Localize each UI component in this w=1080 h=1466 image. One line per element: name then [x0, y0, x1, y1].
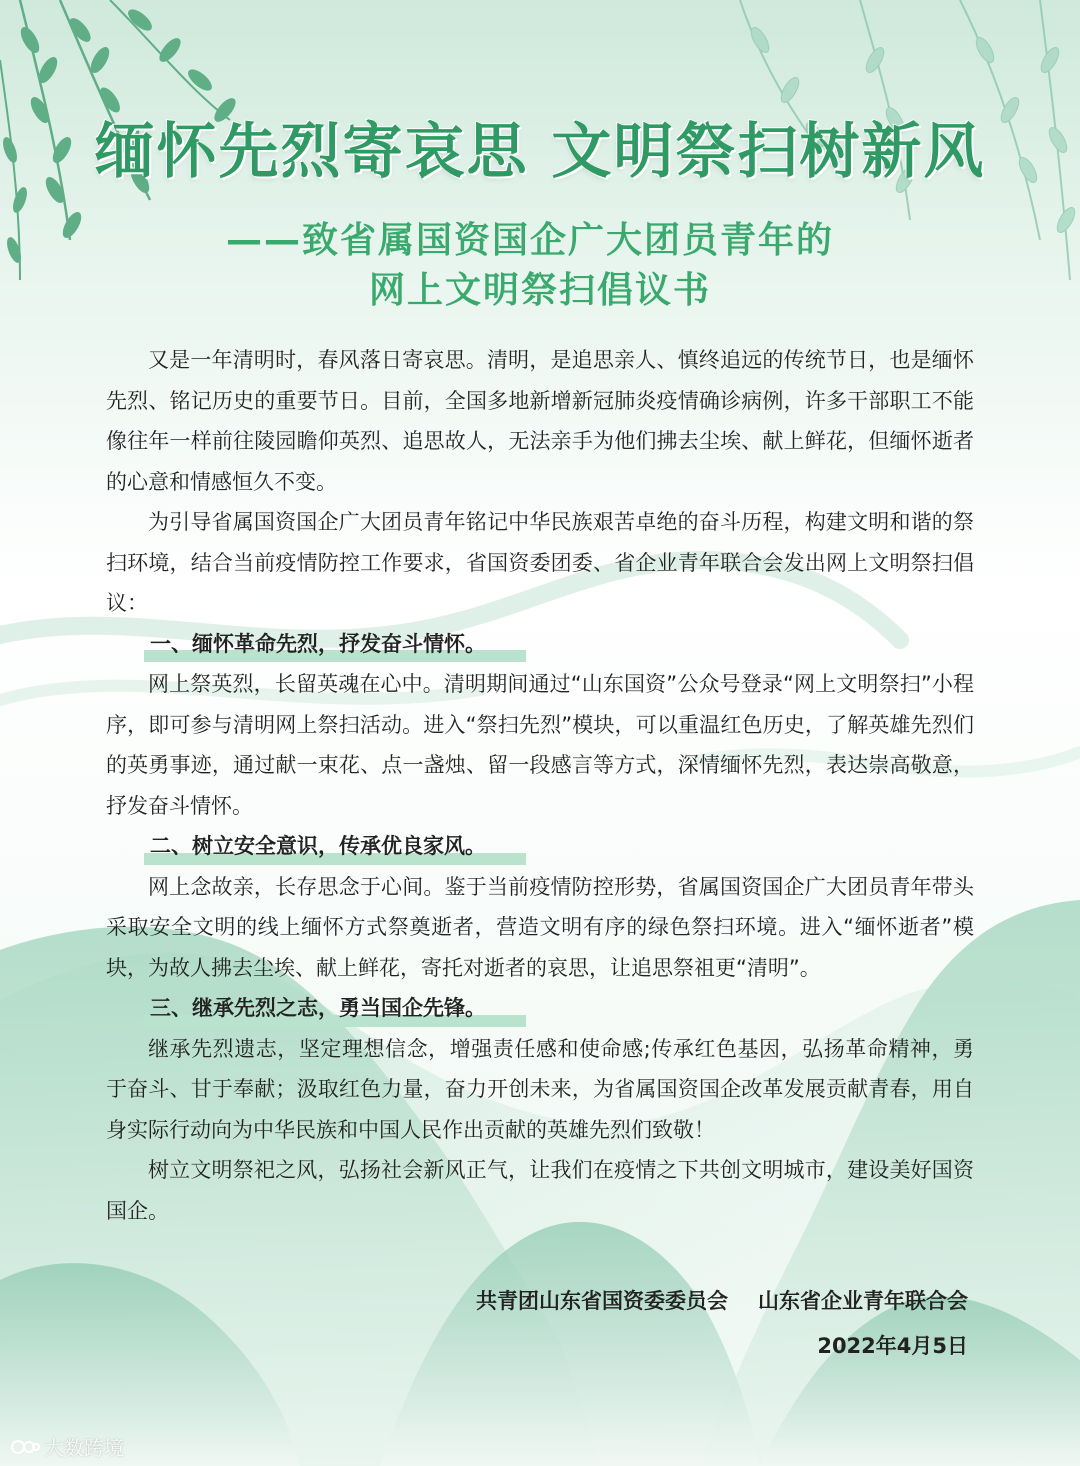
section-heading-3: [106, 988, 974, 1029]
watermark: [10, 1432, 124, 1461]
signature-org-1: 共青团山东省国资委委员会: [476, 1289, 728, 1313]
section-heading-2: [106, 826, 974, 867]
signature-orgs: [476, 1285, 968, 1315]
section-heading-2-text: 二、树立安全意识，传承优良家风。: [148, 826, 490, 867]
subtitle-line-1: ——致省属国资国企广大团员青年的: [225, 220, 834, 261]
paragraph-section-3: 继承先烈遗志，坚定理想信念，增强责任感和使命感;传承红色基因，弘扬革命精神，勇于奋斗、甘于奉献；汲取红色力量，奋力开创未来，为省属国资国企改革发展贡献青春，用自身实际行动向为中华民族和中国人民作出贡献的英雄先烈们致敬！: [106, 1036, 974, 1142]
section-heading-3-text: 三、继承先烈之志，勇当国企先锋。: [148, 988, 490, 1029]
section-heading-1-text: 一、缅怀革命先烈，抒发奋斗情怀。: [148, 624, 490, 665]
paragraph-purpose: 为引导省属国资国企广大团员青年铭记中华民族艰苦卓绝的奋斗历程，构建文明和谐的祭扫环境，结合当前疫情防控工作要求，省国资委团委、省企业青年联合会发出网上文明祭扫倡议：: [106, 510, 974, 615]
brand-logo-icon: [10, 1436, 40, 1458]
page-title: 缅怀先烈寄哀思 文明祭扫树新风: [94, 117, 986, 187]
section-heading-1: [106, 624, 974, 665]
paragraph-section-2: 网上念故亲，长存思念于心间。鉴于当前疫情防控形势，省属国资国企广大团员青年带头采取安全文明的线上缅怀方式祭奠逝者，营造文明有序的绿色祭扫环境。进入“缅怀逝者”模块，为故人拂去尘埃、献上鲜花，寄托对逝者的哀思，让追思祭祖更“清明”。: [106, 874, 974, 980]
paragraph-intro: 又是一年清明时，春风落日寄哀思。清明，是追思亲人、慎终追远的传统节日，也是缅怀先烈、铭记历史的重要节日。目前，全国多地新增新冠肺炎疫情确诊病例，许多干部职工不能像往年一样前往陵园瞻仰英烈、追思故人，无法亲手为他们拂去尘埃、献上鲜花，但缅怀逝者的心意和情感恒久不变。: [106, 348, 974, 494]
paragraph-closing: 树立文明祭祀之风，弘扬社会新风正气，让我们在疫情之下共创文明城市，建设美好国资国企。: [106, 1158, 974, 1223]
signature-date: 2022年4月5日: [817, 1334, 968, 1358]
watermark-text: 大数跨境: [44, 1436, 124, 1460]
subtitle-line-2: 网上文明祭扫倡议书: [368, 270, 711, 311]
document-body: [106, 340, 974, 1231]
signature-org-2: 山东省企业青年联合会: [758, 1289, 968, 1313]
paragraph-section-1: 网上祭英烈，长留英魂在心中。清明期间通过“山东国资”公众号登录“网上文明祭扫”小程序，即可参与清明网上祭扫活动。进入“祭扫先烈”模块，可以重温红色历史，了解英雄先烈们的英勇事迹，通过献一束花、点一盏烛、留一段感言等方式，深情缅怀先烈，表达崇高敬意，抒发奋斗情怀。: [106, 672, 974, 818]
